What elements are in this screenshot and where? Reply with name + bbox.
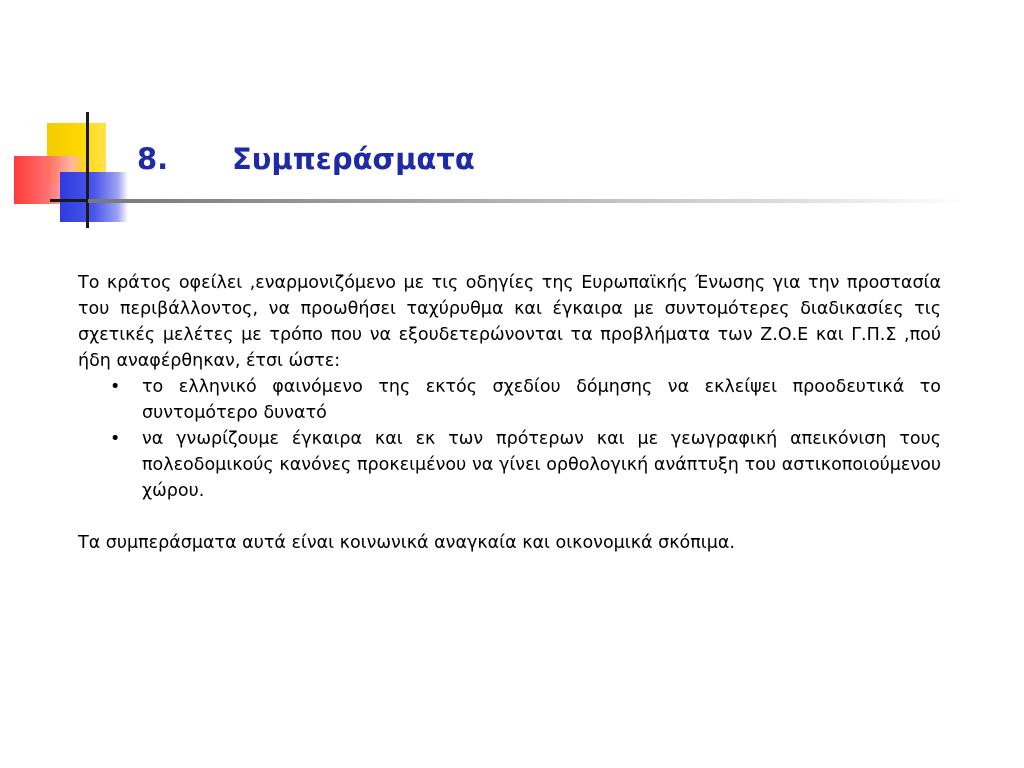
- bullet-list: [78, 374, 941, 504]
- logo-vertical-line: [86, 112, 89, 228]
- logo-blue-square: [60, 172, 128, 222]
- bullet-text: να γνωρίζουμε έγκαιρα και εκ των πρότερων και με γεωγραφική απεικόνιση τους πολεοδομικούς κανόνες προκειμένου να γίνει ορθολογική ανάπτυξη του αστικοποιούμενου χώρου.: [142, 429, 941, 501]
- slide-title: Συμπεράσματα: [232, 142, 475, 176]
- bullet-item: [78, 374, 941, 426]
- conclusion-paragraph: Τα συμπεράσματα αυτά είναι κοινωνικά αναγκαία και οικονομικά σκόπιμα.: [78, 533, 735, 553]
- intro-paragraph: Το κράτος οφείλει ,εναρμονιζόμενο με τις οδηγίες της Ευρωπαϊκής Ένωσης για την προστασία του περιβάλλοντος, να προωθήσει ταχύρυθμα και έγκαιρα με συντομότερες διαδικασίες τις σχετικές μελέτες με τρόπο που να εξουδετερώνονται τα προβλήματα των Ζ.Ο.Ε και Γ.Π.Σ ,πού ήδη αναφέρθηκαν, έτσι ώστε:: [78, 273, 941, 371]
- title-underline: [88, 199, 968, 203]
- bullet-icon: •: [110, 429, 121, 449]
- slide-body: [78, 270, 941, 556]
- bullet-text: το ελληνικό φαινόμενο της εκτός σχεδίου δόμησης να εκλείψει προοδευτικά το συντομότερο δυνατό: [142, 377, 941, 423]
- spacer: [78, 504, 941, 530]
- bullet-item: [78, 426, 941, 504]
- bullet-icon: •: [110, 377, 121, 397]
- slide-number: 8.: [137, 142, 169, 176]
